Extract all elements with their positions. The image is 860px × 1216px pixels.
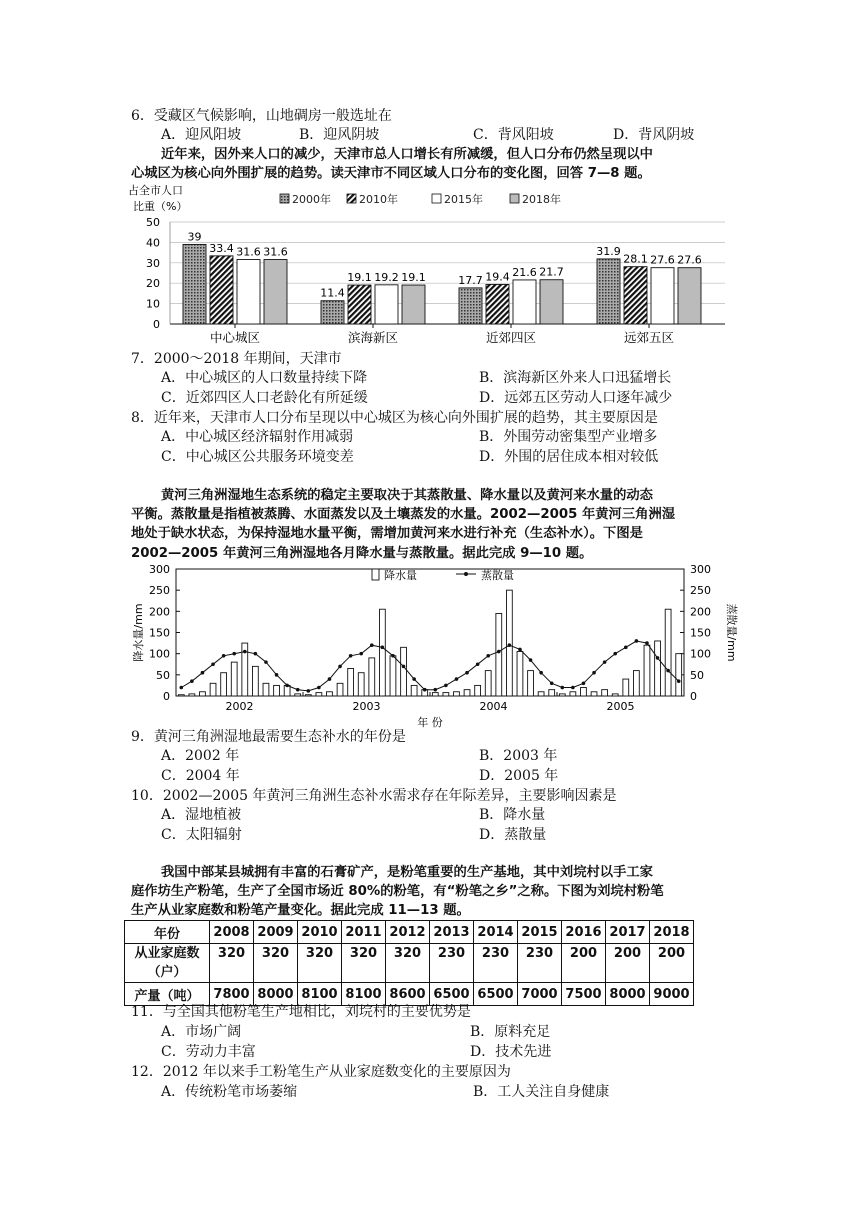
q9-option-c[interactable]: C．2004 年 bbox=[161, 768, 240, 784]
y-tick-label: 50 bbox=[146, 216, 160, 229]
y-tick-label: 30 bbox=[146, 256, 160, 270]
right-tick-label: 250 bbox=[690, 584, 711, 598]
output-cell: 6500 bbox=[430, 983, 474, 1006]
passage2-line1: 黄河三角洲湿地生态系统的稳定主要取决于其蒸散量、降水量以及黄河来水量的动态 bbox=[161, 488, 653, 503]
legend-swatch bbox=[510, 194, 519, 203]
left-tick-label: 50 bbox=[156, 668, 170, 682]
households-cell: 200 bbox=[606, 944, 650, 983]
q10-stem: 10．2002—2005 年黄河三角洲生态补水需求存在年际差异，主要影响因素是 bbox=[131, 788, 617, 804]
q6-option-a[interactable]: A．迎风阳坡 bbox=[161, 127, 242, 143]
bar bbox=[624, 267, 647, 324]
households-cell: 230 bbox=[430, 944, 474, 983]
precip-bar bbox=[559, 694, 565, 696]
q11-option-a[interactable]: A．市场广阔 bbox=[161, 1024, 242, 1040]
q6-option-c[interactable]: C．背风阳坡 bbox=[473, 127, 554, 143]
data-label: 21.7 bbox=[539, 265, 564, 279]
bar bbox=[237, 260, 260, 324]
households-cell: 320 bbox=[386, 944, 430, 983]
precip-bar bbox=[612, 694, 618, 696]
precip-bar bbox=[263, 683, 269, 696]
evap-point bbox=[412, 677, 416, 681]
output-cell: 7500 bbox=[562, 983, 606, 1006]
q12-option-b[interactable]: B．工人关注自身健康 bbox=[473, 1084, 610, 1100]
precip-bar bbox=[517, 652, 523, 696]
bar bbox=[513, 280, 536, 324]
precip-bar bbox=[464, 690, 470, 696]
legend-bar-swatch bbox=[372, 569, 379, 580]
evap-point bbox=[582, 682, 586, 686]
legend-swatch bbox=[347, 194, 356, 203]
q6-option-b[interactable]: B．迎风阴坡 bbox=[299, 127, 380, 143]
evap-point bbox=[423, 688, 427, 692]
evap-point bbox=[285, 684, 289, 688]
precip-bar bbox=[200, 692, 206, 696]
passage3-line3: 生产从业家庭数和粉笔产量变化。据此完成 11—13 题。 bbox=[131, 903, 470, 918]
evap-point bbox=[465, 671, 469, 675]
right-tick-label: 50 bbox=[690, 668, 704, 682]
output-cell: 7000 bbox=[518, 983, 562, 1006]
output-cell: 8100 bbox=[342, 983, 386, 1006]
precip-bar bbox=[676, 654, 682, 696]
evap-point bbox=[254, 652, 258, 656]
precip-bar bbox=[369, 658, 375, 696]
year-cell: 2018 bbox=[650, 921, 694, 944]
year-cell: 2015 bbox=[518, 921, 562, 944]
households-cell: 320 bbox=[298, 944, 342, 983]
q11-option-c[interactable]: C．劳动力丰富 bbox=[161, 1044, 256, 1060]
year-cell: 2011 bbox=[342, 921, 386, 944]
precip-bar bbox=[348, 668, 354, 696]
precip-bar bbox=[221, 673, 227, 696]
data-label: 27.6 bbox=[650, 253, 675, 267]
evap-point bbox=[243, 650, 247, 654]
evap-point bbox=[613, 652, 617, 656]
evap-point bbox=[370, 643, 374, 647]
q9-stem: 9．黄河三角洲湿地最需要生态补水的年份是 bbox=[131, 729, 406, 745]
category-label: 滨海新区 bbox=[347, 330, 399, 345]
bar bbox=[264, 260, 287, 324]
precip-bar bbox=[337, 683, 343, 696]
households-label-cell bbox=[125, 944, 210, 983]
left-tick-label: 200 bbox=[149, 605, 170, 619]
precip-bar bbox=[401, 647, 407, 696]
precip-bar bbox=[327, 692, 333, 696]
evap-point bbox=[486, 654, 490, 658]
bar bbox=[375, 285, 398, 324]
data-label: 17.7 bbox=[458, 273, 483, 287]
evap-point bbox=[508, 643, 512, 647]
q9-option-b[interactable]: B．2003 年 bbox=[479, 748, 558, 764]
q8-option-d[interactable]: D．外围的居住成本相对较低 bbox=[479, 449, 659, 465]
precip-bar bbox=[538, 692, 544, 696]
year-label: 2002 bbox=[225, 700, 254, 713]
q10-option-b[interactable]: B．降水量 bbox=[479, 807, 546, 823]
evap-point bbox=[306, 689, 310, 693]
output-cell: 6500 bbox=[474, 983, 518, 1006]
legend-label: 2010年 bbox=[359, 193, 398, 206]
output-cell: 8000 bbox=[606, 983, 650, 1006]
households-label-line1: 从业家庭数 bbox=[134, 946, 200, 961]
households-label-line2: （户） bbox=[147, 965, 187, 980]
precip-bar bbox=[443, 693, 449, 696]
year-label: 2005 bbox=[606, 700, 635, 713]
evap-point bbox=[381, 646, 385, 650]
passage1-line2: 心城区为核心向外围扩展的趋势。读天津市不同区域人口分布的变化图，回答 7—8 题。 bbox=[131, 166, 651, 181]
precip-bar bbox=[390, 656, 396, 696]
output-label-cell: 产量（吨） bbox=[125, 983, 210, 1006]
bar bbox=[321, 301, 344, 324]
precip-bar bbox=[210, 683, 216, 696]
evap-point bbox=[476, 662, 480, 666]
evap-point bbox=[444, 684, 448, 688]
q12-option-a[interactable]: A．传统粉笔市场萎缩 bbox=[161, 1084, 298, 1100]
households-cell: 320 bbox=[254, 944, 298, 983]
bar bbox=[597, 259, 620, 324]
q6-stem: 6．受藏区气候影响，山地碉房一般选址在 bbox=[131, 108, 392, 124]
precip-bar bbox=[496, 613, 502, 696]
precip-bar bbox=[602, 690, 608, 696]
precip-bar bbox=[305, 695, 311, 696]
evap-point bbox=[518, 648, 522, 652]
legend-label: 2018年 bbox=[522, 193, 561, 206]
bar bbox=[402, 285, 425, 324]
year-label: 2003 bbox=[352, 700, 381, 713]
table-header-cell: 年份 bbox=[125, 921, 210, 944]
evap-point bbox=[433, 688, 437, 692]
output-cell: 8000 bbox=[254, 983, 298, 1006]
precip-bar bbox=[528, 671, 534, 696]
evap-point bbox=[560, 686, 564, 690]
households-cell: 230 bbox=[474, 944, 518, 983]
q11-option-d[interactable]: D．技术先进 bbox=[470, 1044, 552, 1060]
right-tick-label: 200 bbox=[690, 605, 711, 619]
precip-bar bbox=[295, 694, 301, 696]
right-tick-label: 300 bbox=[690, 563, 711, 576]
bar bbox=[210, 256, 233, 324]
q9-option-a[interactable]: A．2002 年 bbox=[161, 748, 240, 764]
output-cell: 7800 bbox=[210, 983, 254, 1006]
category-label: 中心城区 bbox=[209, 330, 261, 345]
bar bbox=[183, 244, 206, 324]
y-tick-label: 10 bbox=[146, 297, 160, 311]
evap-point bbox=[455, 677, 459, 681]
households-cell: 320 bbox=[210, 944, 254, 983]
year-cell: 2010 bbox=[298, 921, 342, 944]
evap-point bbox=[222, 654, 226, 658]
evap-point bbox=[571, 686, 575, 690]
year-cell: 2008 bbox=[210, 921, 254, 944]
precip-bar bbox=[475, 685, 481, 696]
evap-point bbox=[190, 679, 194, 683]
q11-option-b[interactable]: B．原料充足 bbox=[470, 1024, 551, 1040]
passage3-line1: 我国中部某县城拥有丰富的石膏矿产，是粉笔重要的生产基地，其中刘垸村以手工家 bbox=[161, 865, 653, 880]
precip-bar bbox=[581, 688, 587, 696]
evap-point bbox=[296, 688, 300, 692]
evap-point bbox=[232, 652, 236, 656]
year-label: 2004 bbox=[479, 700, 508, 713]
right-tick-label: 0 bbox=[690, 690, 697, 703]
precip-bar bbox=[506, 590, 512, 696]
passage2-line3: 地处于缺水状态，为保持湿地水量平衡，需增加黄河来水进行补充（生态补水）。下图是 bbox=[131, 526, 643, 541]
q8-option-c[interactable]: C．中心城区公共服务环境变差 bbox=[161, 449, 354, 465]
evap-point bbox=[338, 665, 342, 669]
precip-bar bbox=[231, 662, 237, 696]
passage2-line4: 2002—2005 年黄河三角洲湿地各月降水量与蒸散量。据此完成 9—10 题。 bbox=[131, 546, 593, 561]
bar bbox=[348, 285, 371, 324]
precip-bar bbox=[411, 685, 417, 696]
evap-point bbox=[624, 646, 628, 650]
q6-option-d[interactable]: D．背风阴坡 bbox=[613, 127, 695, 143]
legend-label: 降水量 bbox=[384, 569, 417, 582]
precip-bar bbox=[570, 692, 576, 696]
evap-point bbox=[635, 639, 639, 643]
table-row bbox=[125, 921, 694, 944]
q11-stem: 11．与全国其他粉笔生产地相比，刘垸村的主要优势是 bbox=[131, 1004, 471, 1020]
passage1-line1: 近年来，因外来人口的减少，天津市总人口增长有所减缓，但人口分布仍然呈现以中 bbox=[161, 147, 653, 162]
precip-bar bbox=[623, 679, 629, 696]
evap-point bbox=[317, 686, 321, 690]
evap-point bbox=[402, 665, 406, 669]
chalk-production-table bbox=[124, 920, 694, 1006]
households-cell: 200 bbox=[562, 944, 606, 983]
evap-point bbox=[603, 660, 607, 664]
evap-point bbox=[529, 658, 533, 662]
precip-bar bbox=[665, 609, 671, 696]
precip-bar bbox=[633, 671, 639, 696]
q8-option-b[interactable]: B．外围劳动密集型产业增多 bbox=[479, 429, 658, 445]
data-label: 19.1 bbox=[401, 271, 426, 285]
y-axis-title-line1: 占全市人口 bbox=[128, 184, 183, 197]
q7-option-c[interactable]: C．近郊四区人口老龄化有所延缓 bbox=[161, 390, 368, 406]
evap-point bbox=[359, 652, 363, 656]
legend-swatch bbox=[280, 194, 289, 203]
q10-option-a[interactable]: A．湿地植被 bbox=[161, 807, 242, 823]
legend-line-marker bbox=[464, 572, 468, 576]
output-cell: 9000 bbox=[650, 983, 694, 1006]
precip-evap-chart bbox=[124, 563, 738, 729]
precip-bar bbox=[358, 673, 364, 696]
left-tick-label: 300 bbox=[149, 563, 170, 576]
precip-bar bbox=[655, 641, 661, 696]
data-label: 11.4 bbox=[320, 286, 345, 300]
data-label: 31.9 bbox=[596, 244, 621, 258]
households-cell: 200 bbox=[650, 944, 694, 983]
data-label: 31.6 bbox=[263, 245, 288, 259]
precip-bar bbox=[316, 693, 322, 696]
precip-bar bbox=[644, 645, 650, 696]
evap-point bbox=[349, 654, 353, 658]
population-share-chart bbox=[125, 184, 735, 348]
evap-point bbox=[264, 660, 268, 664]
precip-bar bbox=[274, 685, 280, 696]
data-label: 39 bbox=[187, 230, 202, 244]
evap-point bbox=[275, 673, 279, 677]
legend-label: 蒸散量 bbox=[481, 569, 514, 582]
bar bbox=[459, 288, 482, 324]
households-cell: 320 bbox=[342, 944, 386, 983]
evap-point bbox=[211, 662, 215, 666]
bar bbox=[651, 268, 674, 324]
data-label: 33.4 bbox=[209, 241, 234, 255]
year-cell: 2013 bbox=[430, 921, 474, 944]
data-label: 28.1 bbox=[623, 252, 648, 266]
right-tick-label: 150 bbox=[690, 626, 711, 640]
passage2-line2: 平衡。蒸散量是指植被蒸腾、水面蒸发以及土壤蒸发的水量。2002—2005 年黄河三角洲湿 bbox=[131, 507, 676, 522]
precip-bar bbox=[454, 692, 460, 696]
q7-stem: 7．2000～2018 年期间，天津市 bbox=[131, 351, 342, 367]
precip-bar bbox=[252, 666, 258, 696]
q8-stem: 8．近年来，天津市人口分布呈现以中心城区为核心向外围扩展的趋势，其主要原因是 bbox=[131, 410, 658, 426]
legend-label: 2000年 bbox=[292, 193, 331, 206]
evap-point bbox=[391, 654, 395, 658]
q7-option-b[interactable]: B．滨海新区外来人口迅猛增长 bbox=[479, 370, 672, 386]
precip-bar bbox=[485, 671, 491, 696]
q9-option-d[interactable]: D．2005 年 bbox=[479, 768, 559, 784]
data-label: 31.6 bbox=[236, 245, 261, 259]
left-tick-label: 100 bbox=[149, 647, 170, 661]
bar bbox=[540, 280, 563, 324]
y-tick-label: 20 bbox=[146, 277, 160, 291]
q10-option-d[interactable]: D．蒸散量 bbox=[479, 827, 547, 843]
precip-bar bbox=[549, 690, 555, 696]
evap-point bbox=[666, 669, 670, 673]
evap-point bbox=[497, 650, 501, 654]
y-tick-label: 40 bbox=[146, 236, 160, 250]
data-label: 27.6 bbox=[677, 253, 702, 267]
q8-option-a[interactable]: A．中心城区经济辐射作用减弱 bbox=[161, 429, 354, 445]
precip-bar bbox=[432, 693, 438, 696]
precip-bar bbox=[189, 694, 195, 696]
y-axis-title-line2: 比重（%） bbox=[133, 200, 188, 213]
output-cell: 8100 bbox=[298, 983, 342, 1006]
precip-bar bbox=[591, 692, 597, 696]
category-label: 远郊五区 bbox=[623, 330, 675, 345]
y-tick-label: 0 bbox=[153, 318, 160, 331]
left-tick-label: 250 bbox=[149, 584, 170, 598]
year-cell: 2012 bbox=[386, 921, 430, 944]
bar bbox=[678, 268, 701, 324]
x-axis-title: 年 份 bbox=[417, 716, 443, 729]
precip-bar bbox=[178, 695, 184, 696]
data-label: 19.4 bbox=[485, 270, 510, 284]
q12-stem: 12．2012 年以来手工粉笔生产从业家庭数变化的主要原因为 bbox=[131, 1064, 511, 1080]
q7-option-d[interactable]: D．远郊五区劳动人口逐年减少 bbox=[479, 390, 673, 406]
evap-point bbox=[201, 671, 205, 675]
evap-point bbox=[179, 686, 183, 690]
passage3-line2: 庭作坊生产粉笔，生产了全国市场近 80%的粉笔，有“粉笔之乡”之称。下图为刘垸村粉笔 bbox=[131, 884, 664, 899]
legend-swatch bbox=[432, 194, 441, 203]
category-label: 近郊四区 bbox=[485, 330, 537, 345]
left-axis-title: 降水量/mm bbox=[132, 603, 145, 662]
left-tick-label: 0 bbox=[163, 690, 170, 703]
data-label: 19.2 bbox=[374, 270, 399, 284]
year-cell: 2017 bbox=[606, 921, 650, 944]
evap-point bbox=[677, 679, 681, 683]
year-cell: 2016 bbox=[562, 921, 606, 944]
households-cell: 230 bbox=[518, 944, 562, 983]
evap-point bbox=[592, 671, 596, 675]
evap-point bbox=[645, 641, 649, 645]
precip-bar bbox=[379, 609, 385, 696]
data-label: 19.1 bbox=[347, 271, 372, 285]
data-label: 21.6 bbox=[512, 265, 537, 279]
right-axis-title: 蒸散量/mm bbox=[725, 603, 738, 662]
q7-option-a[interactable]: A．中心城区的人口数量持续下降 bbox=[161, 370, 368, 386]
year-cell: 2009 bbox=[254, 921, 298, 944]
bar bbox=[486, 284, 509, 324]
right-tick-label: 100 bbox=[690, 647, 711, 661]
legend-label: 2015年 bbox=[444, 193, 483, 206]
table-row bbox=[125, 944, 694, 983]
q10-option-c[interactable]: C．太阳辐射 bbox=[161, 827, 242, 843]
evap-point bbox=[328, 677, 332, 681]
evap-point bbox=[656, 656, 660, 660]
year-cell: 2014 bbox=[474, 921, 518, 944]
evap-point bbox=[550, 682, 554, 686]
evap-point bbox=[539, 671, 543, 675]
output-cell: 8600 bbox=[386, 983, 430, 1006]
left-tick-label: 150 bbox=[149, 626, 170, 640]
